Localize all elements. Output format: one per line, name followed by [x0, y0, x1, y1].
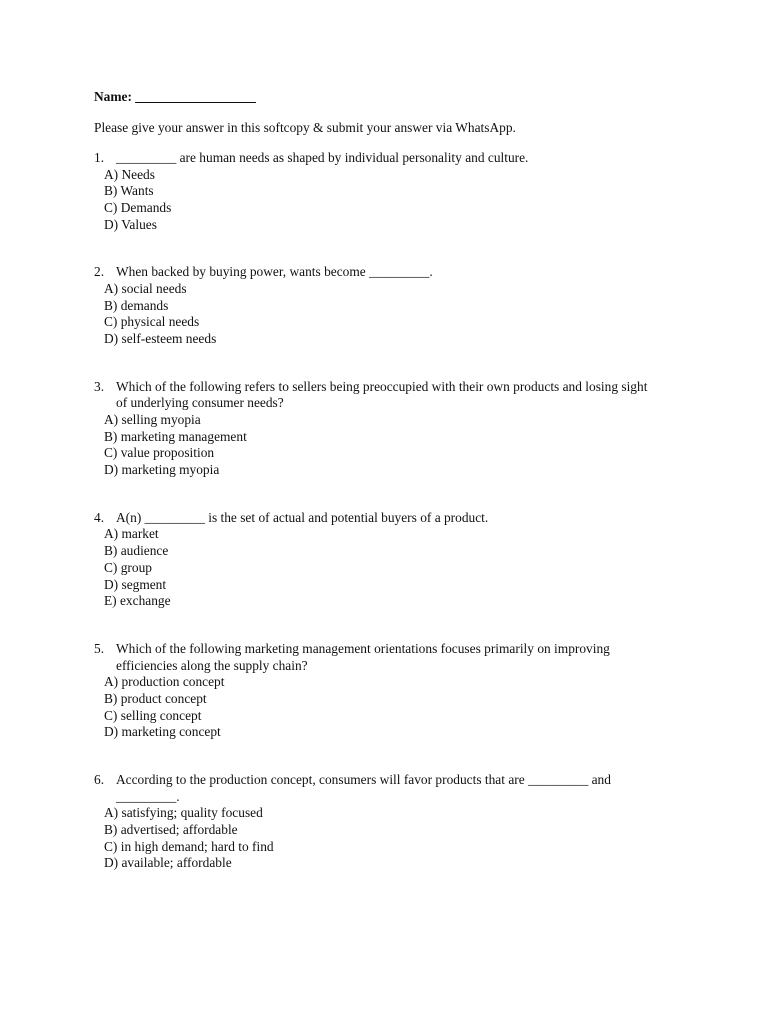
answer-options — [94, 805, 714, 872]
answer-option: B) marketing management — [104, 428, 247, 444]
answer-option: A) selling myopia — [104, 412, 201, 427]
question-text: Which of the following refers to sellers being preoccupied with their own products and losing sight of underlying consumer needs? — [116, 378, 648, 411]
question-text: Which of the following marketing management orientations focuses primarily on improving efficiencies along the supply chain? — [116, 640, 610, 673]
question-2 — [94, 264, 714, 347]
answer-options — [94, 526, 714, 610]
answer-option: B) audience — [104, 543, 169, 559]
question-text: According to the production concept, consumers will favor products that are _________ and _________. — [116, 771, 611, 804]
question-1 — [94, 150, 714, 233]
answer-option: A) Needs — [104, 166, 155, 182]
question-stem — [94, 379, 714, 412]
answer-option: B) product concept — [104, 690, 207, 706]
question-number: 4. — [94, 509, 105, 525]
answer-option: C) selling concept — [104, 707, 202, 723]
answer-options — [94, 167, 714, 234]
answer-option: C) group — [104, 559, 152, 575]
question-stem — [94, 510, 714, 527]
answer-option: C) in high demand; hard to find — [104, 838, 274, 854]
question-4 — [94, 510, 714, 610]
answer-options — [94, 674, 714, 741]
question-list — [94, 150, 714, 872]
question-stem — [94, 641, 714, 674]
name-line — [94, 88, 714, 105]
question-number: 1. — [94, 150, 105, 165]
answer-option: E) exchange — [104, 593, 171, 609]
answer-option: A) market — [104, 526, 159, 542]
answer-option: D) Values — [104, 216, 157, 232]
question-stem — [94, 264, 714, 281]
question-number: 6. — [94, 771, 105, 787]
instructions: Please give your answer in this softcopy & submit your answer via WhatsApp. — [94, 120, 516, 135]
question-stem — [94, 150, 714, 167]
answer-option: D) segment — [104, 576, 167, 592]
answer-option: A) social needs — [104, 281, 187, 296]
answer-option: B) advertised; affordable — [104, 821, 238, 837]
document-page — [94, 88, 714, 872]
answer-option: A) production concept — [104, 674, 225, 690]
answer-option: C) value proposition — [104, 445, 215, 461]
answer-options — [94, 412, 714, 479]
answer-option: D) self-esteem needs — [104, 331, 217, 347]
answer-option: D) marketing myopia — [104, 462, 220, 478]
question-number: 5. — [94, 640, 105, 656]
question-6 — [94, 772, 714, 872]
name-label: Name: — [94, 89, 132, 104]
answer-option: C) physical needs — [104, 314, 200, 330]
question-3 — [94, 379, 714, 479]
answer-options — [94, 281, 714, 348]
answer-option: D) available; affordable — [104, 855, 232, 871]
question-text: A(n) _________ is the set of actual and potential buyers of a product. — [116, 509, 489, 525]
answer-option: C) Demands — [104, 200, 172, 215]
answer-option: B) Wants — [104, 183, 154, 199]
question-text: _________ are human needs as shaped by individual personality and culture. — [116, 150, 529, 165]
question-number: 2. — [94, 264, 105, 280]
answer-option: B) demands — [104, 297, 169, 313]
answer-option: D) marketing concept — [104, 724, 221, 740]
question-5 — [94, 641, 714, 741]
question-text: When backed by buying power, wants become _________. — [116, 264, 433, 280]
question-number: 3. — [94, 378, 105, 394]
answer-option: A) satisfying; quality focused — [104, 805, 263, 821]
name-blank: __________________ — [135, 89, 256, 104]
question-stem — [94, 772, 714, 805]
